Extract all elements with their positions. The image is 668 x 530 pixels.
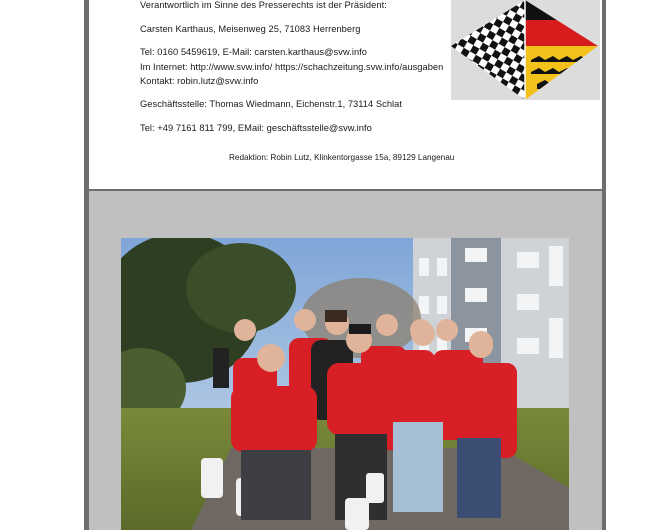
impressum-internet[interactable]: Im Internet: http://www.svw.info/ https://schachzeitung.svw.info/ausgaben	[140, 62, 444, 72]
impressum-office: Geschäftsstelle: Thomas Wiedmann, Eichenstr.1, 73114 Schlat	[140, 99, 403, 109]
impressum-president-address: Carsten Karthaus, Meisenweg 25, 71083 Herrenberg	[140, 24, 361, 34]
team-photo	[121, 238, 569, 530]
impressum-contact[interactable]: Kontakt: robin.lutz@svw.info	[140, 76, 259, 86]
impressum-editorial: Redaktion: Robin Lutz, Klinkentorgasse 15a, 89129 Langenau	[229, 153, 455, 163]
chessboard-flag-diamond-logo-icon	[451, 0, 600, 100]
impressum-office-phone: Tel: +49 7161 811 799, EMail: geschäftsstelle@svw.info	[140, 123, 372, 133]
impressum-responsible: Verantwortlich im Sinne des Presserechts ist der Präsident:	[140, 0, 387, 10]
impressum-phone-email: Tel: 0160 5459619, E-Mail: carsten.karthaus@svw.info	[140, 47, 368, 57]
